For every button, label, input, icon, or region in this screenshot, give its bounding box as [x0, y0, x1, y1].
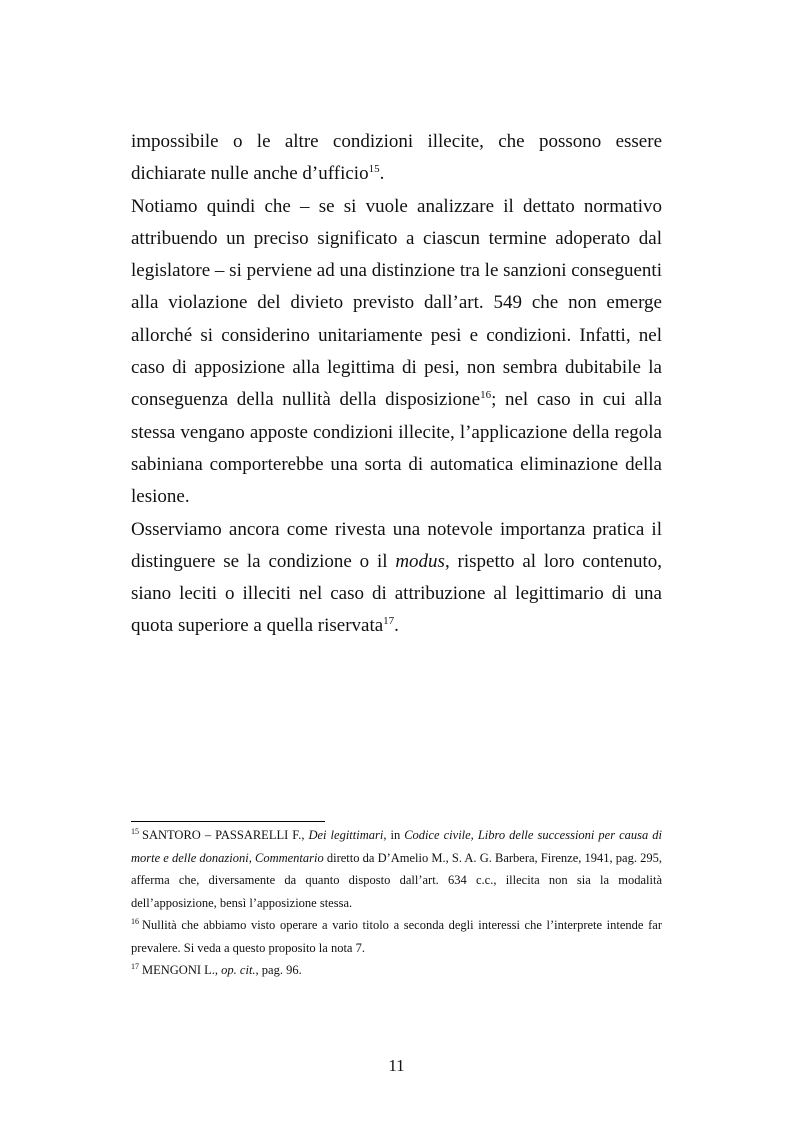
text-run: , rispetto al loro contenuto, siano leciti o illeciti nel caso di attribuzione al legittimario di una quota superiore a quella riservata — [131, 550, 662, 637]
body-text — [131, 126, 662, 643]
paragraph — [131, 514, 662, 643]
text-run: Nullità che abbiamo visto operare a vario titolo a seconda degli interessi che l’interprete intende far prevalere. Si veda a questo proposito la nota 7. — [131, 918, 662, 955]
page-number: 11 — [388, 1056, 405, 1075]
footnote-marker: 16 — [480, 389, 492, 402]
italic-text: modus — [395, 550, 445, 572]
footnote-15 — [131, 824, 662, 914]
text-run: Osserviamo ancora come rivesta una notevole importanza pratica il distinguere se la condizione o il — [131, 518, 662, 572]
text-run: ; nel caso in cui alla stessa vengano apposte condizioni illecite, l’applicazione della regola sabiniana comporterebbe una sorta di automatica eliminazione della lesione. — [131, 389, 662, 508]
text-run: SANTORO – PASSARELLI F., — [142, 828, 309, 842]
footnotes — [131, 824, 662, 982]
text-run: . — [394, 615, 399, 637]
italic-text: Dei legittimari — [308, 828, 384, 842]
footnote-17 — [131, 959, 662, 982]
paragraph — [131, 191, 662, 514]
footnote-marker: 17 — [131, 962, 139, 971]
footnote-marker: 15 — [131, 827, 139, 836]
footnote-marker: 17 — [383, 615, 395, 628]
italic-text: op. cit. — [221, 963, 256, 977]
text-run: , in — [383, 828, 405, 842]
text-run: , pag. 96. — [255, 963, 302, 977]
footnote-16 — [131, 914, 662, 959]
text-run: . — [379, 163, 385, 185]
footnote-separator — [131, 821, 325, 822]
footnote-marker: 15 — [368, 163, 380, 176]
text-run: diretto da D’Amelio M., S. A. G. Barbera, Firenze, 1941, pag. 295, afferma che, diversamente da quanto disposto dall’art. 634 c.c., illecita non sia la modalità dell’apposizione, bensì l’apposizione stessa. — [131, 850, 662, 910]
text-run: impossibile o le altre condizioni illecite, che possono essere dichiarate nulle anche d’ufficio — [131, 131, 662, 185]
text-run: MENGONI L., — [142, 963, 222, 977]
italic-text: Codice civile, Libro delle successioni per causa di morte e delle donazioni, Commentario — [131, 828, 662, 865]
paragraph — [131, 126, 662, 191]
text-run: Notiamo quindi che – se si vuole analizzare il dettato normativo attribuendo un preciso significato a ciascun termine adoperato dal legislatore – si perviene ad una distinzione tra le sanzioni conseguenti alla violazione del divieto previsto dall’art. 549 che non emerge allorché si considerino unitariamente pesi e condizioni. Infatti, nel caso di apposizione alla legittima di pesi, non sembra dubitabile la conseguenza della nullità della disposizione — [131, 195, 662, 411]
footnote-marker: 16 — [131, 917, 139, 926]
